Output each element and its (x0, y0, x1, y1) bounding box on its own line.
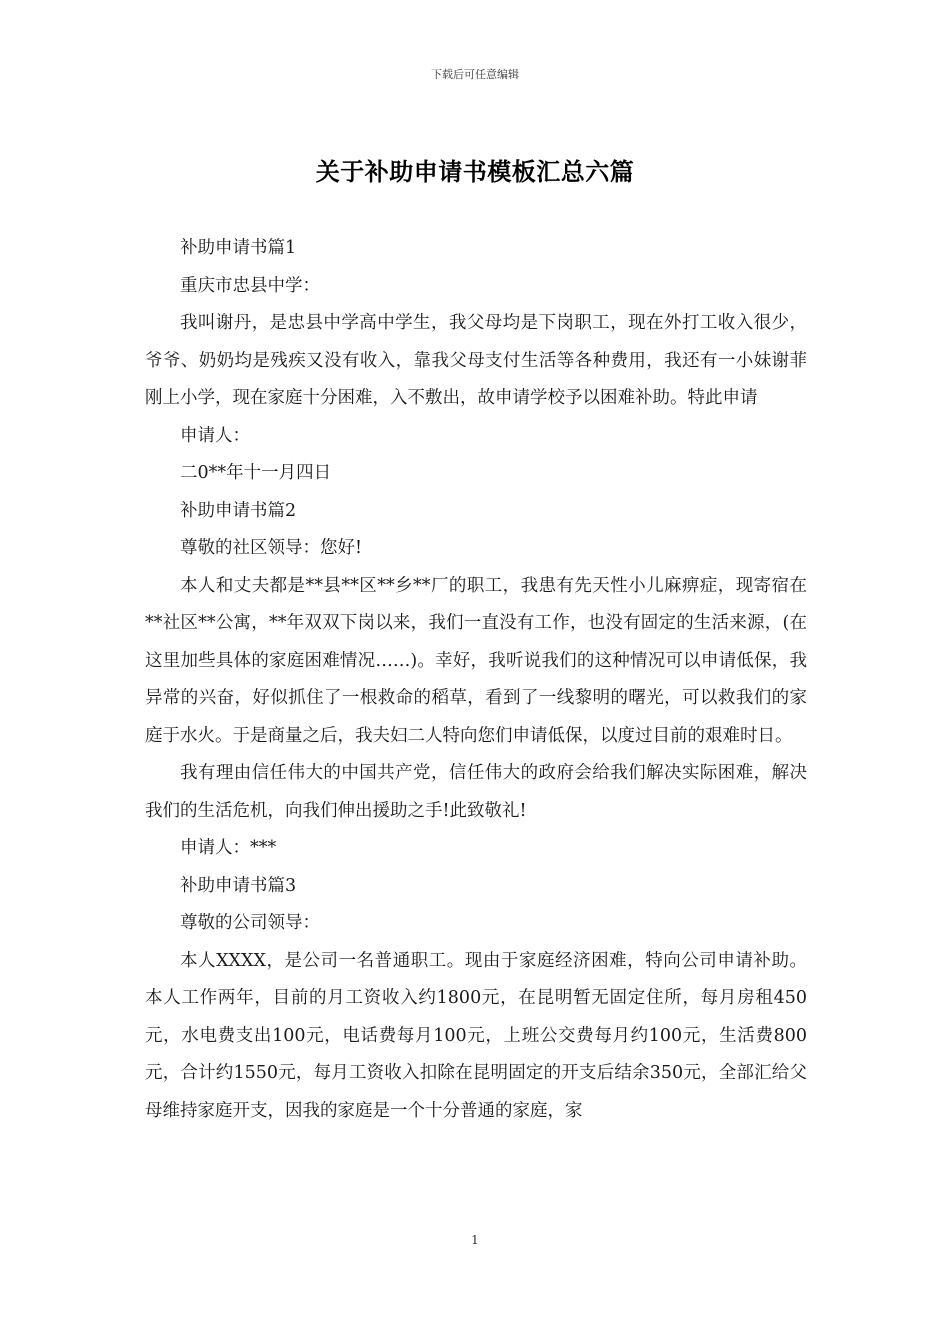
header-note: 下载后可任意编辑 (431, 68, 519, 81)
body-paragraph: 本人和丈夫都是**县**区**乡**厂的职工，我患有先天性小儿麻痹症，现寄宿在**社区**公寓，**年双双下岗以来，我们一直没有工作，也没有固定的生活来源，(在这里加些具体的家庭困难情况……)。幸好，我听说我们的这种情况可以申请低保，我异常的兴奋，好似抓住了一根救命的稻草，看到了一线黎明的曙光，可以救我们的家庭于水火。于是商量之后，我夫妇二人特向您们申请低保，以度过目前的艰难时日。 (145, 575, 807, 746)
document-body (145, 230, 807, 1130)
section-heading-3: 补助申请书篇3 (180, 875, 297, 896)
section-heading-2: 补助申请书篇2 (180, 500, 297, 521)
signature-label: 申请人： (180, 425, 250, 446)
document-title: 关于补助申请书模板汇总六篇 (315, 158, 635, 186)
signature-label: 申请人：*** (180, 838, 277, 858)
body-paragraph: 本人XXXX，是公司一名普通职工。现由于家庭经济困难，特向公司申请补助。本人工作两年，目前的月工资收入约1800元，在昆明暂无固定住所，每月房租450元，水电费支出100元，电话费每月100元，上班公交费每月约100元，生活费800元，合计约1550元，每月工资收入扣除在昆明固定的开支后结余350元，全部汇给父母维持家庭开支，因我的家庭是一个十分普通的家庭，家 (145, 950, 807, 1121)
page-number: 1 (471, 1233, 479, 1247)
body-paragraph: 我有理由信任伟大的中国共产党，信任伟大的政府会给我们解决实际困难，解决我们的生活危机，向我们伸出援助之手!此致敬礼! (145, 763, 807, 821)
body-paragraph: 我叫谢丹，是忠县中学高中学生，我父母均是下岗职工，现在外打工收入很少，爷爷、奶奶均是残疾又没有收入，靠我父母支付生活等各种费用，我还有一小妹谢菲刚上小学，现在家庭十分困难，入不敷出，故申请学校予以困难补助。特此申请 (145, 313, 807, 408)
date-line: 二0**年十一月四日 (180, 463, 332, 483)
section-heading-1: 补助申请书篇1 (180, 238, 297, 258)
salutation-2: 尊敬的社区领导：您好! (180, 538, 363, 558)
salutation-1: 重庆市忠县中学： (180, 275, 320, 296)
salutation-3: 尊敬的公司领导： (180, 913, 320, 933)
